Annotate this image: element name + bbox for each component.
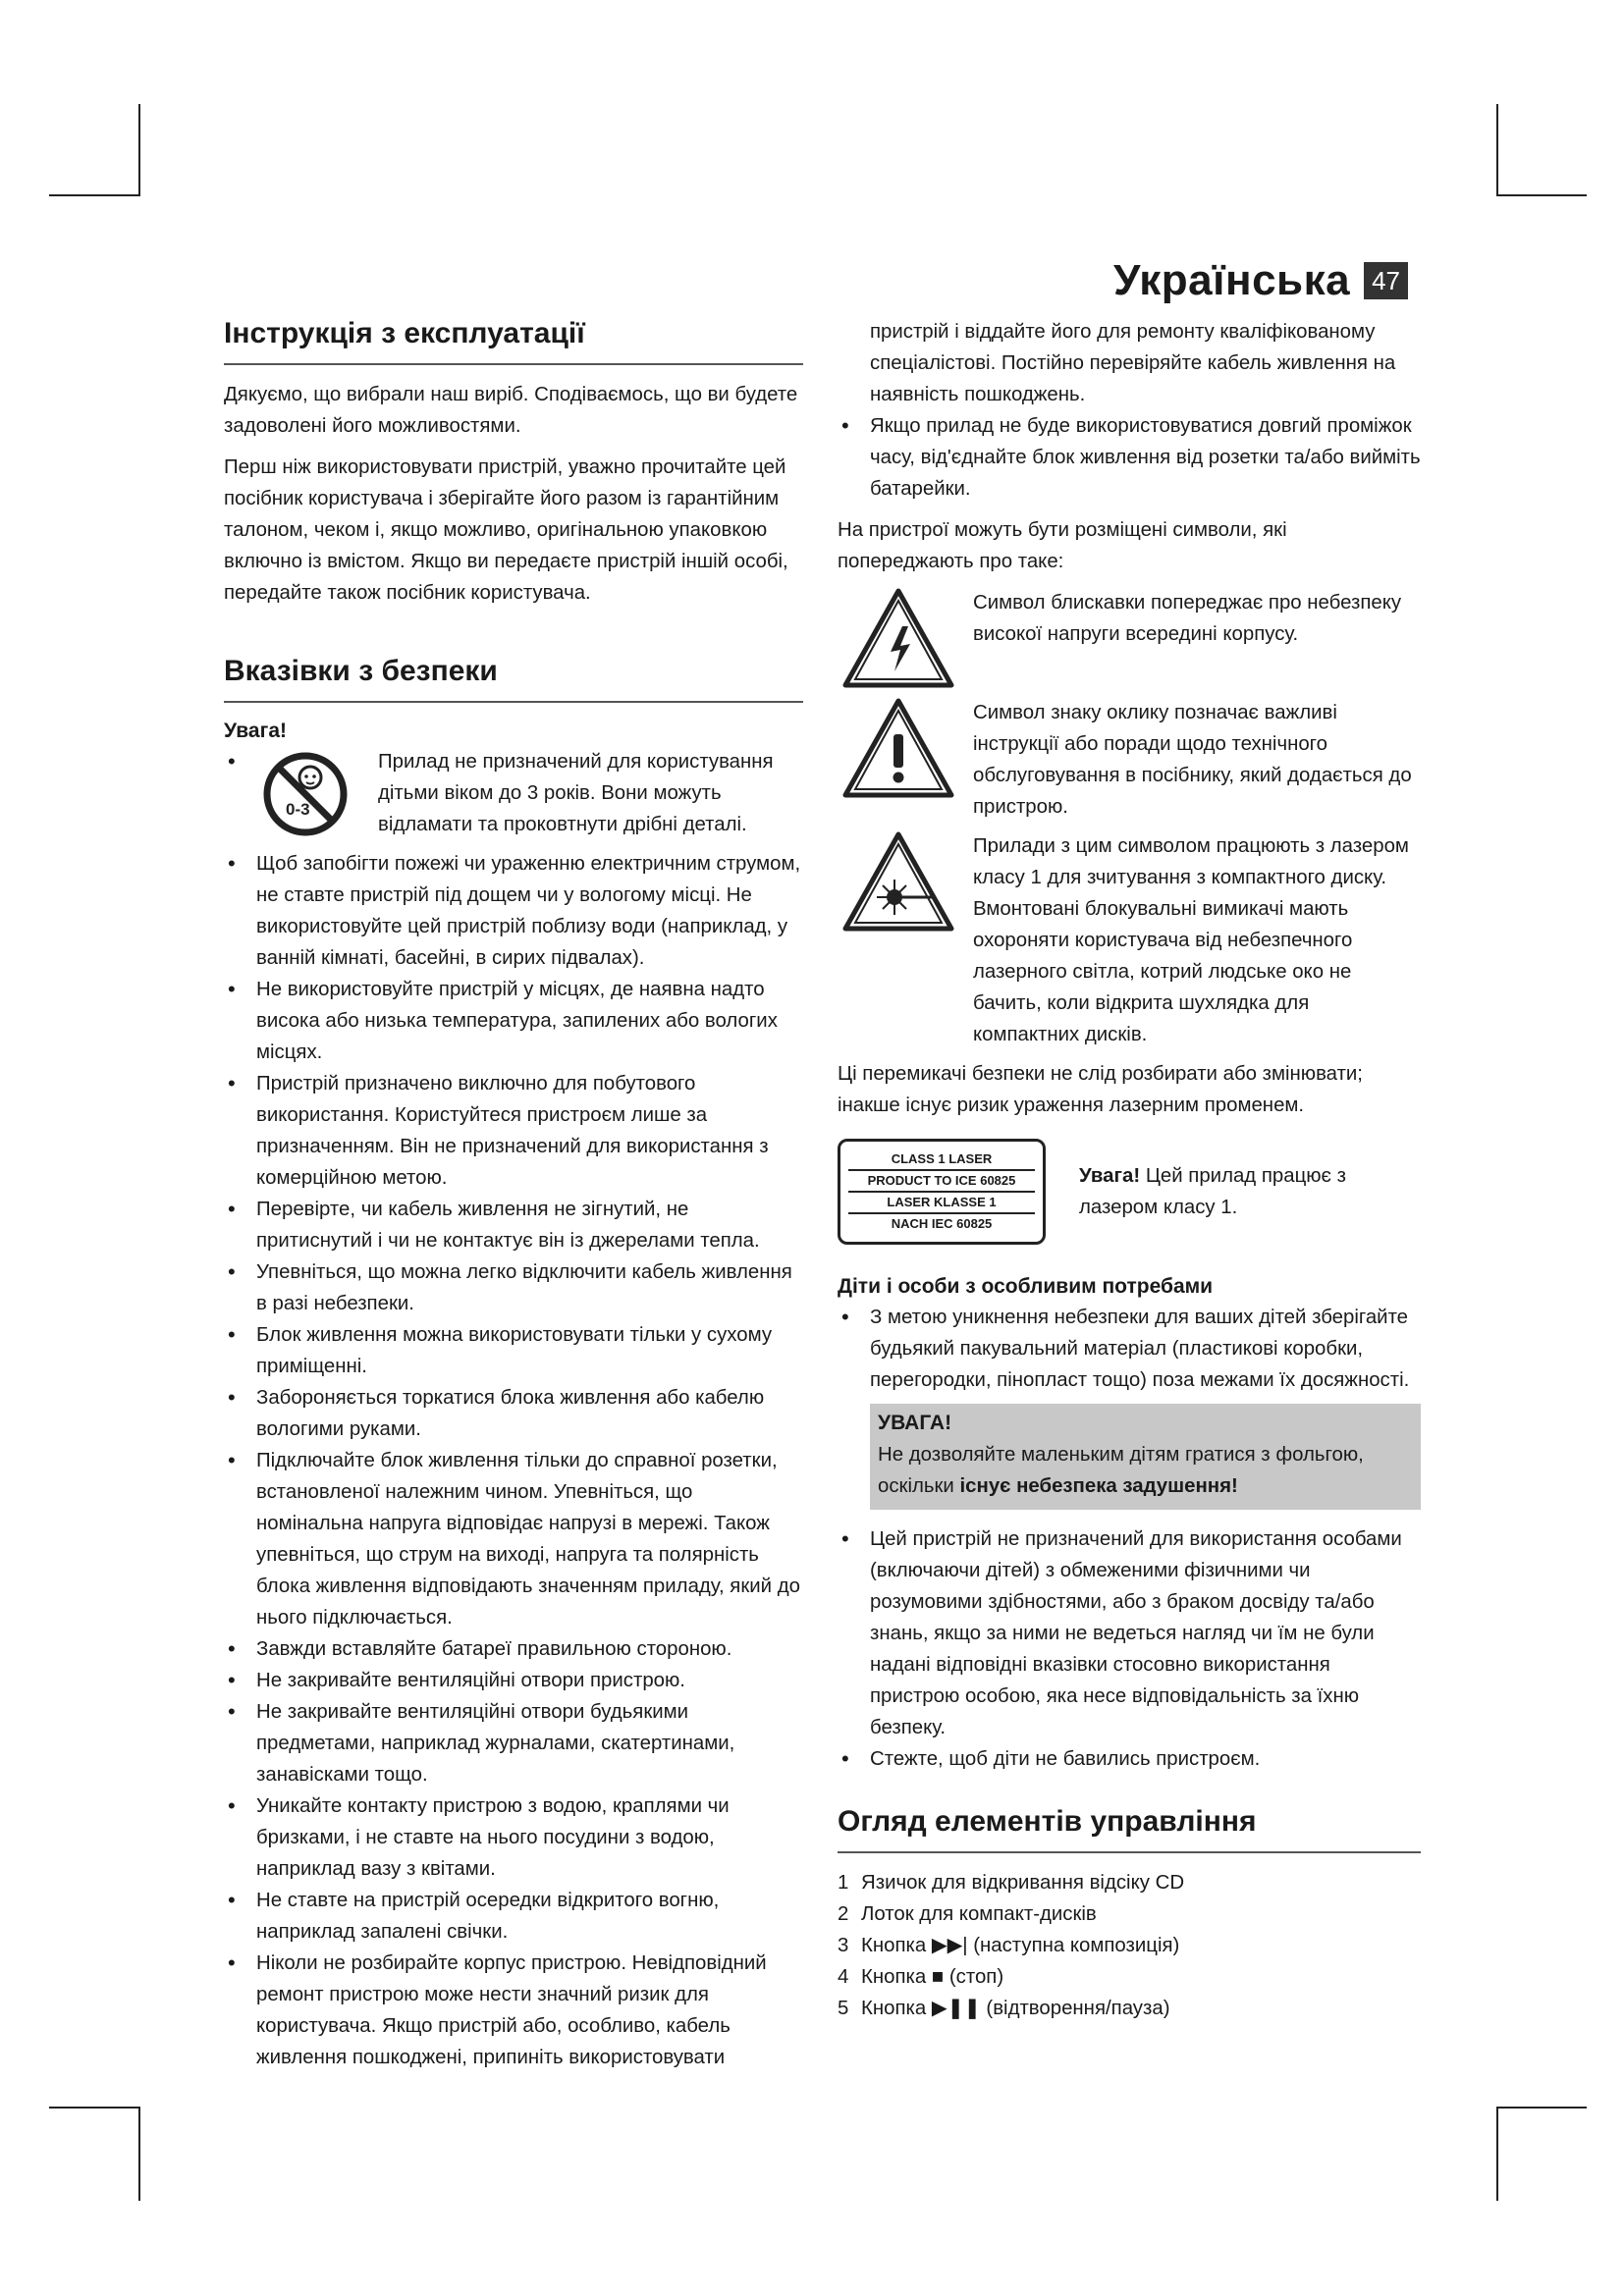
laser-warning bbox=[1046, 1160, 1421, 1223]
safety-heading: Вказівки з безпеки bbox=[224, 652, 803, 703]
children-list-2 bbox=[838, 1523, 1421, 1775]
left-column bbox=[224, 314, 803, 2073]
no-children-icon bbox=[256, 746, 354, 848]
control-label: Кнопка ▶▶| (наступна композиція) bbox=[861, 1935, 1180, 1956]
age-label: • 0-3 bbox=[286, 800, 310, 819]
unplug-list bbox=[838, 410, 1421, 505]
safety-list bbox=[224, 746, 803, 2073]
list-item: • Ніколи не розбирайте корпус пристрою. Невідповідний ремонт пристрою може нести значний ризик для користувача. Якщо пристрій або, особливо, кабель живлення пошкоджені, припиніть використовувати bbox=[224, 1948, 803, 2073]
list-item: • З метою уникнення небезпеки для ваших дітей зберігайте будьякий пакувальний матеріал (пластикові коробки, перегородки, пінопласт тощо) поза межами їх досяжності. bbox=[838, 1302, 1421, 1396]
list-item: • Щоб запобігти пожежі чи ураженню електричним струмом, не ставте пристрій під дощем чи у вологому місці. Не використовуйте цей пристрій поблизу води (наприклад, у ванній кімнаті, басейні, в сирих підвалах). bbox=[224, 848, 803, 974]
control-number: 1 bbox=[838, 1872, 849, 1894]
list-item: • Завжди вставляйте батареї правильною стороною. bbox=[224, 1633, 803, 1665]
list-item: • Стежте, щоб діти не бавились пристроєм. bbox=[838, 1743, 1421, 1775]
list-item: • Цей пристрій не призначений для використання особами (включаючи дітей) з обмеженими фізичними чи розумовими здібностями, або з браком досвіду та/або знань, якщо за ними не ведеться нагляд чи їм не були надані відповідні вказівки стосовно використання пристрою особою, яка несе відповідальність за їхню безпеку. bbox=[838, 1523, 1421, 1743]
control-item bbox=[838, 1961, 1421, 1993]
control-label: Лоток для компакт-дисків bbox=[861, 1903, 1097, 1925]
symbol-row bbox=[838, 587, 1421, 689]
warning-box-text bbox=[878, 1439, 1413, 1502]
list-item: • Не ставте на пристрій осередки відкритого вогню, наприклад запалені свічки. bbox=[224, 1885, 803, 1948]
symbol-row bbox=[838, 830, 1421, 1050]
list-item: • Якщо прилад не буде використовуватися довгий проміжок часу, від'єднайте блок живлення від розетки та/або вийміть батарейки. bbox=[838, 410, 1421, 505]
crop-mark bbox=[1496, 104, 1498, 196]
crop-mark bbox=[1496, 2107, 1587, 2109]
symbol-description: Прилади з цим символом працюють з лазером класу 1 для зчитування з компактного диску. Вмонтовані блокувальні вимикачі мають охороняти користувача від небезпечного лазерного світла, котрий людське око не бачить, коли відкрита шухлядка для компактних дисків. bbox=[973, 835, 1409, 1045]
warning-box-title: УВАГА! bbox=[878, 1412, 952, 1434]
continued-paragraph: пристрій і віддайте його для ремонту кваліфікованому спеціалістові. Постійно перевіряйте кабель живлення на наявність пошкоджень. bbox=[870, 321, 1396, 405]
control-label: Язичок для відкривання відсіку CD bbox=[861, 1872, 1185, 1894]
language-title: Українська bbox=[1113, 256, 1351, 304]
control-item bbox=[838, 1867, 1421, 1898]
manual-heading: Інструкція з експлуатації bbox=[224, 314, 803, 365]
list-item: • Не використовуйте пристрій у місцях, де наявна надто висока або низька температура, запилених або вологих місцях. bbox=[224, 974, 803, 1068]
intro-paragraph: Перш ніж використовувати пристрій, уважно прочитайте цей посібник користувача і зберігайте його разом із гарантійним талоном, чеком і, якщо можливо, оригінальною упаковкою включно із вмістом. Якщо ви передаєте пристрій іншій особі, передайте також посібник користувача. bbox=[224, 456, 788, 604]
crop-mark bbox=[138, 104, 140, 196]
control-item bbox=[838, 1993, 1421, 2024]
list-item: • Забороняється торкатися блока живлення або кабелю вологими руками. bbox=[224, 1382, 803, 1445]
lightning-warning-icon bbox=[838, 587, 959, 689]
list-item: • Блок живлення можна використовувати тільки у сухому приміщенні. bbox=[224, 1319, 803, 1382]
crop-mark bbox=[138, 2107, 140, 2201]
control-item bbox=[838, 1898, 1421, 1930]
list-item: • Не закривайте вентиляційні отвори пристрою. bbox=[224, 1665, 803, 1696]
list-item: • Не закривайте вентиляційні отвори будьякими предметами, наприклад журналами, скатертинами, занавісками тощо. bbox=[224, 1696, 803, 1790]
controls-heading: Огляд елементів управління bbox=[838, 1802, 1421, 1853]
laser-warning-icon bbox=[838, 830, 959, 933]
list-item: • Підключайте блок живлення тільки до справної розетки, встановленої належним чином. Упевніться, що номінальна напруга відповідає напрузі в мережі. Також упевніться, що струм на виході, напруга та полярність блока живлення відповідають значенням приладу, який до нього підключається. bbox=[224, 1445, 803, 1633]
laser-label-line: PRODUCT TO ICE 60825 bbox=[848, 1171, 1035, 1193]
list-item: • Перевірте, чи кабель живлення не зігнутий, не притиснутий і чи не контактує він із джерелами тепла. bbox=[224, 1194, 803, 1256]
attention-label: Увага! bbox=[224, 720, 287, 742]
symbol-description: Символ блискавки попереджає про небезпеку високої напруги всередині корпусу. bbox=[973, 592, 1402, 645]
intro-paragraph: Дякуємо, що вибрали наш виріб. Сподіваємось, що ви будете задоволені його можливостями. bbox=[224, 384, 798, 437]
crop-mark bbox=[1496, 194, 1587, 196]
control-label: Кнопка ▶❚❚ (відтворення/пауза) bbox=[861, 1998, 1170, 2019]
warning-box-body: Не дозволяйте маленьким дітям гратися з фольгою, оскільки bbox=[878, 1444, 1364, 1497]
control-number: 4 bbox=[838, 1966, 849, 1988]
warning-box-bold: існує небезпека задушення! bbox=[959, 1475, 1238, 1497]
page-header bbox=[1113, 257, 1408, 304]
crop-mark bbox=[1496, 2107, 1498, 2201]
laser-warning-bold: Увага! bbox=[1079, 1165, 1141, 1187]
page-number: 47 bbox=[1364, 262, 1408, 299]
switches-note: Ці перемикачі безпеки не слід розбирати або змінювати; інакше існує ризик ураження лазерним променем. bbox=[838, 1063, 1363, 1116]
control-number: 5 bbox=[838, 1998, 849, 2019]
child-warning: Прилад не призначений для користування дітьми віком до 3 років. Вони можуть відламати та проковтнути дрібні деталі. bbox=[378, 751, 774, 835]
list-item bbox=[224, 746, 803, 848]
control-number: 3 bbox=[838, 1935, 849, 1956]
control-number: 2 bbox=[838, 1903, 849, 1925]
controls-list bbox=[838, 1867, 1421, 2024]
laser-section bbox=[838, 1139, 1421, 1245]
laser-label-line: LASER KLASSE 1 bbox=[848, 1193, 1035, 1214]
laser-warning-text: Цей прилад працює з лазером класу 1. bbox=[1079, 1165, 1346, 1218]
control-item bbox=[838, 1930, 1421, 1961]
symbol-description: Символ знаку оклику позначає важливі інструкції або поради щодо технічного обслуговування в посібнику, який додається до пристрою. bbox=[973, 702, 1412, 818]
children-list bbox=[838, 1302, 1421, 1396]
list-item: • Упевніться, що можна легко відключити кабель живлення в разі небезпеки. bbox=[224, 1256, 803, 1319]
symbols-intro: На пристрої можуть бути розміщені символи, які попереджають про таке: bbox=[838, 519, 1287, 572]
laser-label-line: NACH IEC 60825 bbox=[891, 1216, 993, 1231]
exclamation-warning-icon bbox=[838, 697, 959, 799]
symbol-row bbox=[838, 697, 1421, 823]
list-item: • Уникайте контакту пристрою з водою, краплями чи бризками, і не ставте на нього посудини з водою, наприклад вазу з квітами. bbox=[224, 1790, 803, 1885]
crop-mark bbox=[49, 194, 140, 196]
laser-label-line: CLASS 1 LASER bbox=[848, 1149, 1035, 1171]
right-column bbox=[838, 316, 1421, 2024]
children-heading: Діти і особи з особливим потребами bbox=[838, 1275, 1214, 1298]
suffocation-warning-box bbox=[870, 1404, 1421, 1510]
crop-mark bbox=[49, 2107, 140, 2109]
control-label: Кнопка ■ (стоп) bbox=[861, 1966, 1004, 1988]
list-item: • Пристрій призначено виключно для побутового використання. Користуйтеся пристроєм лише за призначенням. Він не призначений для використання з комерційною метою. bbox=[224, 1068, 803, 1194]
laser-class-label bbox=[838, 1139, 1046, 1245]
